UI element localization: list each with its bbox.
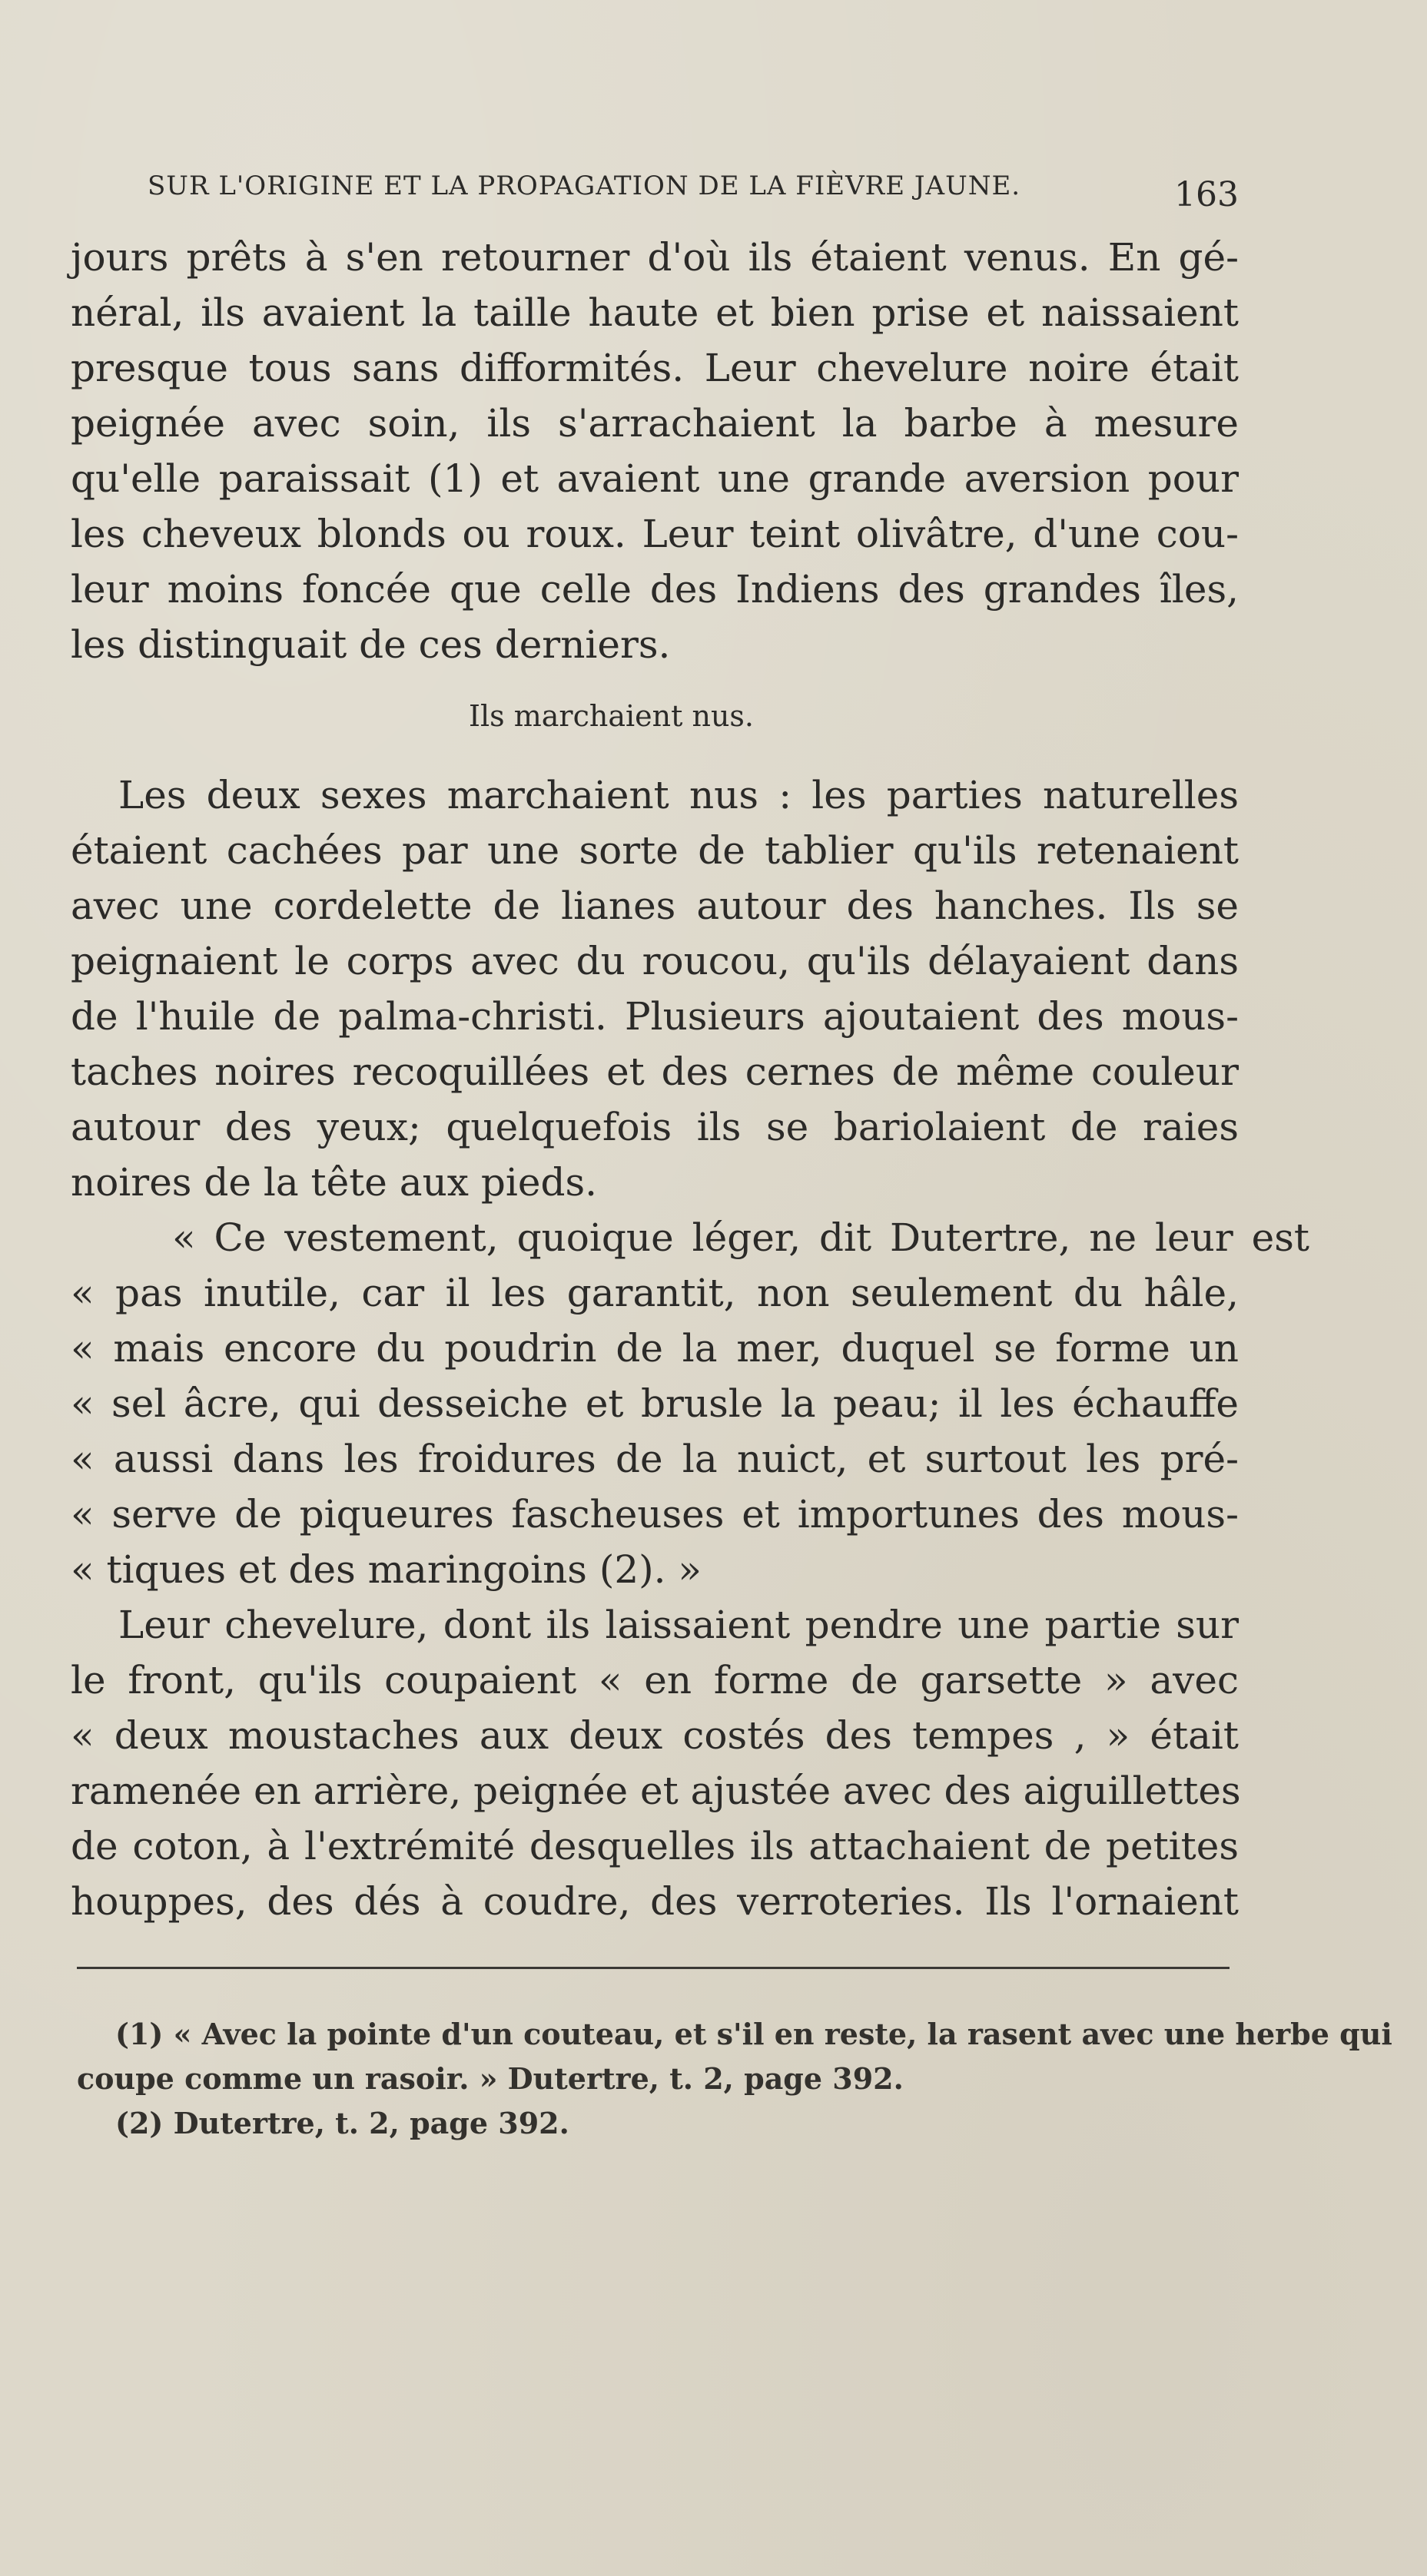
text-line: Les deux sexes marchaient nus : les parties naturelles — [118, 773, 1239, 817]
text-line: étaient cachées par une sorte de tablier qu'ils retenaient — [71, 828, 1239, 873]
text-line: ramenée en arrière, peignée et ajustée avec des aiguillettes — [71, 1769, 1241, 1813]
text-line: le front, qu'ils coupaient « en forme de garsette » avec — [71, 1658, 1239, 1702]
text-line: presque tous sans difformités. Leur chevelure noire était — [71, 346, 1239, 390]
text-line: de coton, à l'extrémité desquelles ils attachaient de petites — [71, 1824, 1239, 1868]
quote-line: « sel âcre, qui desseiche et brusle la peau; il les échauffe — [71, 1381, 1239, 1426]
page-header — [148, 171, 1254, 217]
quote-line: « serve de piqueures fascheuses et importunes des mous- — [71, 1492, 1239, 1537]
page-number: 163 — [1174, 175, 1239, 214]
text-line: « deux moustaches aux deux costés des tempes , » était — [71, 1713, 1239, 1758]
text-line: qu'elle paraissait (1) et avaient une grande aversion pour — [71, 456, 1239, 501]
footnote-divider — [77, 1967, 1230, 1969]
footnote-line: (1) « Avec la pointe d'un couteau, et s'il en reste, la rasent avec une herbe qui — [115, 2017, 1392, 2051]
text-line: néral, ils avaient la taille haute et bien prise et naissaient — [71, 290, 1239, 335]
footnote-line: coupe comme un rasoir. » Dutertre, t. 2, page 392. — [77, 2061, 904, 2096]
text-line: autour des yeux; quelquefois ils se bariolaient de raies — [71, 1105, 1239, 1149]
quote-line: « mais encore du poudrin de la mer, duquel se forme un — [71, 1326, 1239, 1371]
text-line: peignée avec soin, ils s'arrachaient la barbe à mesure — [71, 401, 1239, 446]
quote-line: « pas inutile, car il les garantit, non seulement du hâle, — [71, 1271, 1239, 1315]
text-line: peignaient le corps avec du roucou, qu'ils délayaient dans — [71, 939, 1239, 983]
text-line: les cheveux blonds ou roux. Leur teint olivâtre, d'une cou- — [71, 512, 1239, 556]
footnote-line: (2) Dutertre, t. 2, page 392. — [115, 2106, 569, 2140]
quote-line: « tiques et des maringoins (2). » — [71, 1547, 702, 1592]
text-line: jours prêts à s'en retourner d'où ils étaient venus. En gé- — [71, 235, 1239, 280]
text-line: leur moins foncée que celle des Indiens des grandes îles, — [71, 567, 1239, 612]
text-line: Leur chevelure, dont ils laissaient pendre une partie sur — [118, 1603, 1239, 1647]
quote-line: « Ce vestement, quoique léger, dit Dutertre, ne leur est — [172, 1215, 1309, 1260]
text-line: houppes, des dés à coudre, des verroteries. Ils l'ornaient — [71, 1879, 1239, 1924]
text-line: les distinguait de ces derniers. — [71, 622, 671, 667]
text-line: taches noires recoquillées et des cernes de même couleur — [71, 1049, 1239, 1094]
side-heading: Ils marchaient nus. — [469, 699, 755, 733]
running-title: SUR L'ORIGINE ET LA PROPAGATION DE LA FIÈVRE JAUNE. — [148, 171, 1021, 201]
text-line: noires de la tête aux pieds. — [71, 1160, 598, 1205]
text-line: avec une cordelette de lianes autour des hanches. Ils se — [71, 884, 1239, 928]
text-line: de l'huile de palma-christi. Plusieurs ajoutaient des mous- — [71, 994, 1239, 1039]
quote-line: « aussi dans les froidures de la nuict, et surtout les pré- — [71, 1437, 1239, 1481]
